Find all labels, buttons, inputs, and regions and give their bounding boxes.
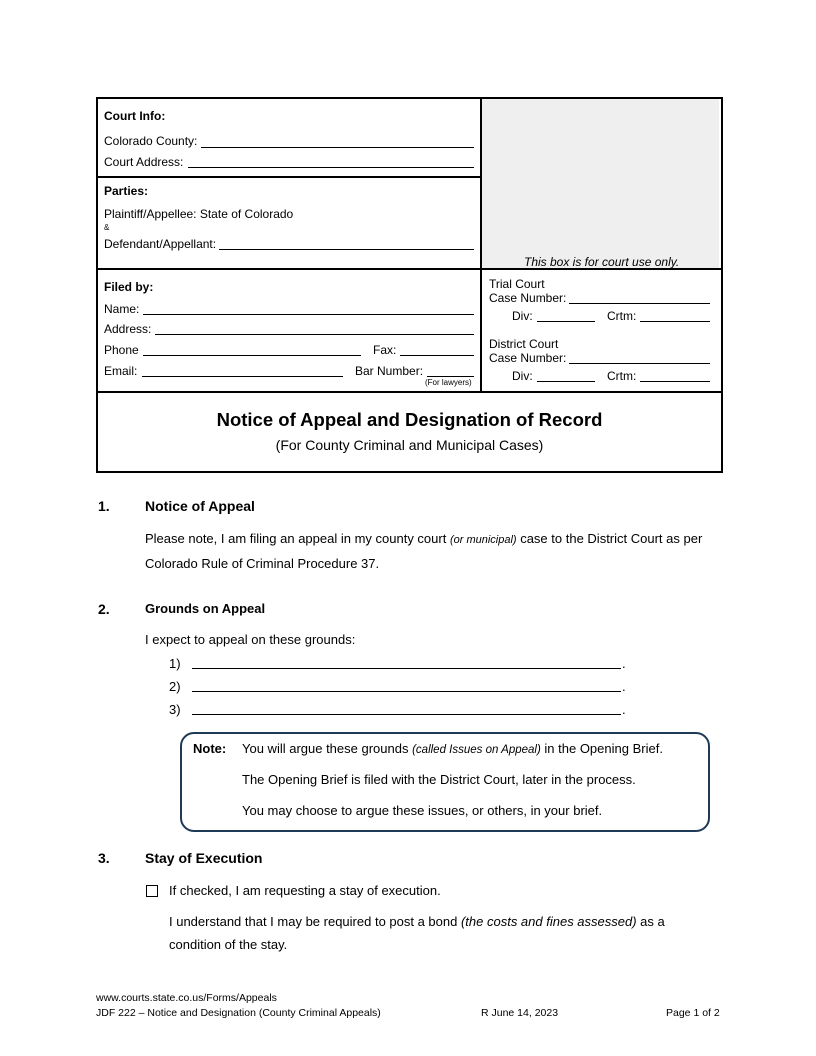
- note-line-2: The Opening Brief is filed with the District Court, later in the process.: [242, 772, 636, 787]
- trial-court-label: Trial Court: [489, 277, 545, 291]
- defendant-label: Defendant/Appellant:: [104, 237, 217, 251]
- bar-number-field[interactable]: [427, 376, 474, 377]
- ground-item-1-field[interactable]: [192, 668, 621, 669]
- ground-item-3-field[interactable]: [192, 714, 621, 715]
- district-court-label: District Court: [489, 337, 559, 351]
- section-3-title: Stay of Execution: [145, 850, 263, 866]
- bar-note: (For lawyers): [425, 378, 472, 387]
- name-field[interactable]: [143, 314, 474, 315]
- filer-address-label: Address:: [104, 322, 152, 336]
- footer-revision: R June 14, 2023: [481, 1007, 559, 1019]
- section-3-text-a: I understand that I may be required to post a bond: [169, 914, 461, 929]
- district-case-label: Case Number:: [489, 351, 567, 365]
- trial-crtm-field[interactable]: [640, 321, 710, 322]
- ampersand: &: [104, 223, 110, 232]
- trial-div-label: Div:: [512, 309, 533, 323]
- parties-heading: Parties:: [104, 184, 149, 198]
- ground-item-2-number: 2): [169, 679, 181, 694]
- note-line-3: You may choose to argue these issues, or others, in your brief.: [242, 803, 603, 818]
- name-label: Name:: [104, 302, 140, 316]
- section-2-intro: I expect to appeal on these grounds:: [145, 632, 356, 647]
- court-address-field[interactable]: [188, 167, 474, 168]
- section-1-text-a: Please note, I am filing an appeal in my county court: [145, 531, 450, 546]
- trial-case-label: Case Number:: [489, 291, 567, 305]
- footer-form-id: JDF 222 – Notice and Designation (County Criminal Appeals): [96, 1007, 381, 1019]
- section-3-text-line2: condition of the stay.: [169, 937, 288, 952]
- form-title: Notice of Appeal and Designation of Record: [216, 409, 603, 430]
- email-label: Email:: [104, 364, 138, 378]
- divider-title: [96, 391, 721, 393]
- form-subtitle: (For County Criminal and Municipal Cases): [275, 437, 544, 453]
- stay-checkbox[interactable]: [146, 885, 158, 897]
- ground-item-1-period: .: [622, 656, 626, 671]
- ground-item-3-number: 3): [169, 702, 181, 717]
- district-crtm-field[interactable]: [640, 381, 710, 382]
- divider-court-parties: [96, 176, 482, 178]
- county-field[interactable]: [201, 147, 474, 148]
- ground-item-3-period: .: [622, 702, 626, 717]
- phone-label: Phone: [104, 343, 139, 357]
- fax-label: Fax:: [373, 343, 397, 357]
- bar-number-label: Bar Number:: [355, 364, 424, 378]
- filer-address-field[interactable]: [155, 334, 474, 335]
- email-field[interactable]: [142, 376, 343, 377]
- note-line-1: [242, 741, 663, 756]
- ground-item-2-period: .: [622, 679, 626, 694]
- court-use-area: [482, 99, 719, 268]
- filed-by-heading: Filed by:: [104, 280, 154, 294]
- district-crtm-label: Crtm:: [607, 369, 637, 383]
- section-3-number: 3.: [98, 850, 110, 866]
- section-3-text-b: as a: [636, 914, 665, 929]
- section-2-title: Grounds on Appeal: [145, 601, 266, 616]
- section-2-number: 2.: [98, 601, 110, 617]
- district-case-number-field[interactable]: [569, 363, 710, 364]
- section-1-number: 1.: [98, 498, 110, 514]
- footer-page: Page 1 of 2: [666, 1007, 720, 1019]
- district-div-field[interactable]: [537, 381, 595, 382]
- court-info-heading: Court Info:: [104, 109, 166, 123]
- section-1-title: Notice of Appeal: [145, 498, 255, 514]
- section-3-text-italic: (the costs and fines assessed): [460, 914, 637, 929]
- phone-field[interactable]: [143, 355, 361, 356]
- district-div-label: Div:: [512, 369, 533, 383]
- trial-crtm-label: Crtm:: [607, 309, 637, 323]
- section-1-text-italic: (or municipal): [449, 534, 517, 546]
- stay-checkbox-label: If checked, I am requesting a stay of execution.: [169, 883, 441, 898]
- section-3-text: [169, 910, 719, 956]
- trial-case-number-field[interactable]: [569, 303, 710, 304]
- court-use-note: This box is for court use only.: [524, 255, 680, 269]
- trial-div-field[interactable]: [537, 321, 595, 322]
- section-1-text-line2: Colorado Rule of Criminal Procedure 37.: [145, 556, 380, 571]
- fax-field[interactable]: [400, 355, 474, 356]
- county-label: Colorado County:: [104, 134, 198, 148]
- plaintiff-text: Plaintiff/Appellee: State of Colorado: [104, 207, 294, 221]
- court-address-label: Court Address:: [104, 155, 184, 169]
- ground-item-1-number: 1): [169, 656, 181, 671]
- note-line-1-a: You will argue these grounds: [242, 741, 413, 756]
- note-line-1-b: in the Opening Brief.: [540, 741, 663, 756]
- note-line-1-italic: (called Issues on Appeal): [412, 744, 541, 756]
- footer-url: www.courts.state.co.us/Forms/Appeals: [96, 992, 277, 1004]
- ground-item-2-field[interactable]: [192, 691, 621, 692]
- section-1-text-b: case to the District Court as per: [516, 531, 703, 546]
- section-1-text: [145, 527, 735, 575]
- defendant-field[interactable]: [219, 249, 474, 250]
- note-label: Note:: [193, 741, 227, 756]
